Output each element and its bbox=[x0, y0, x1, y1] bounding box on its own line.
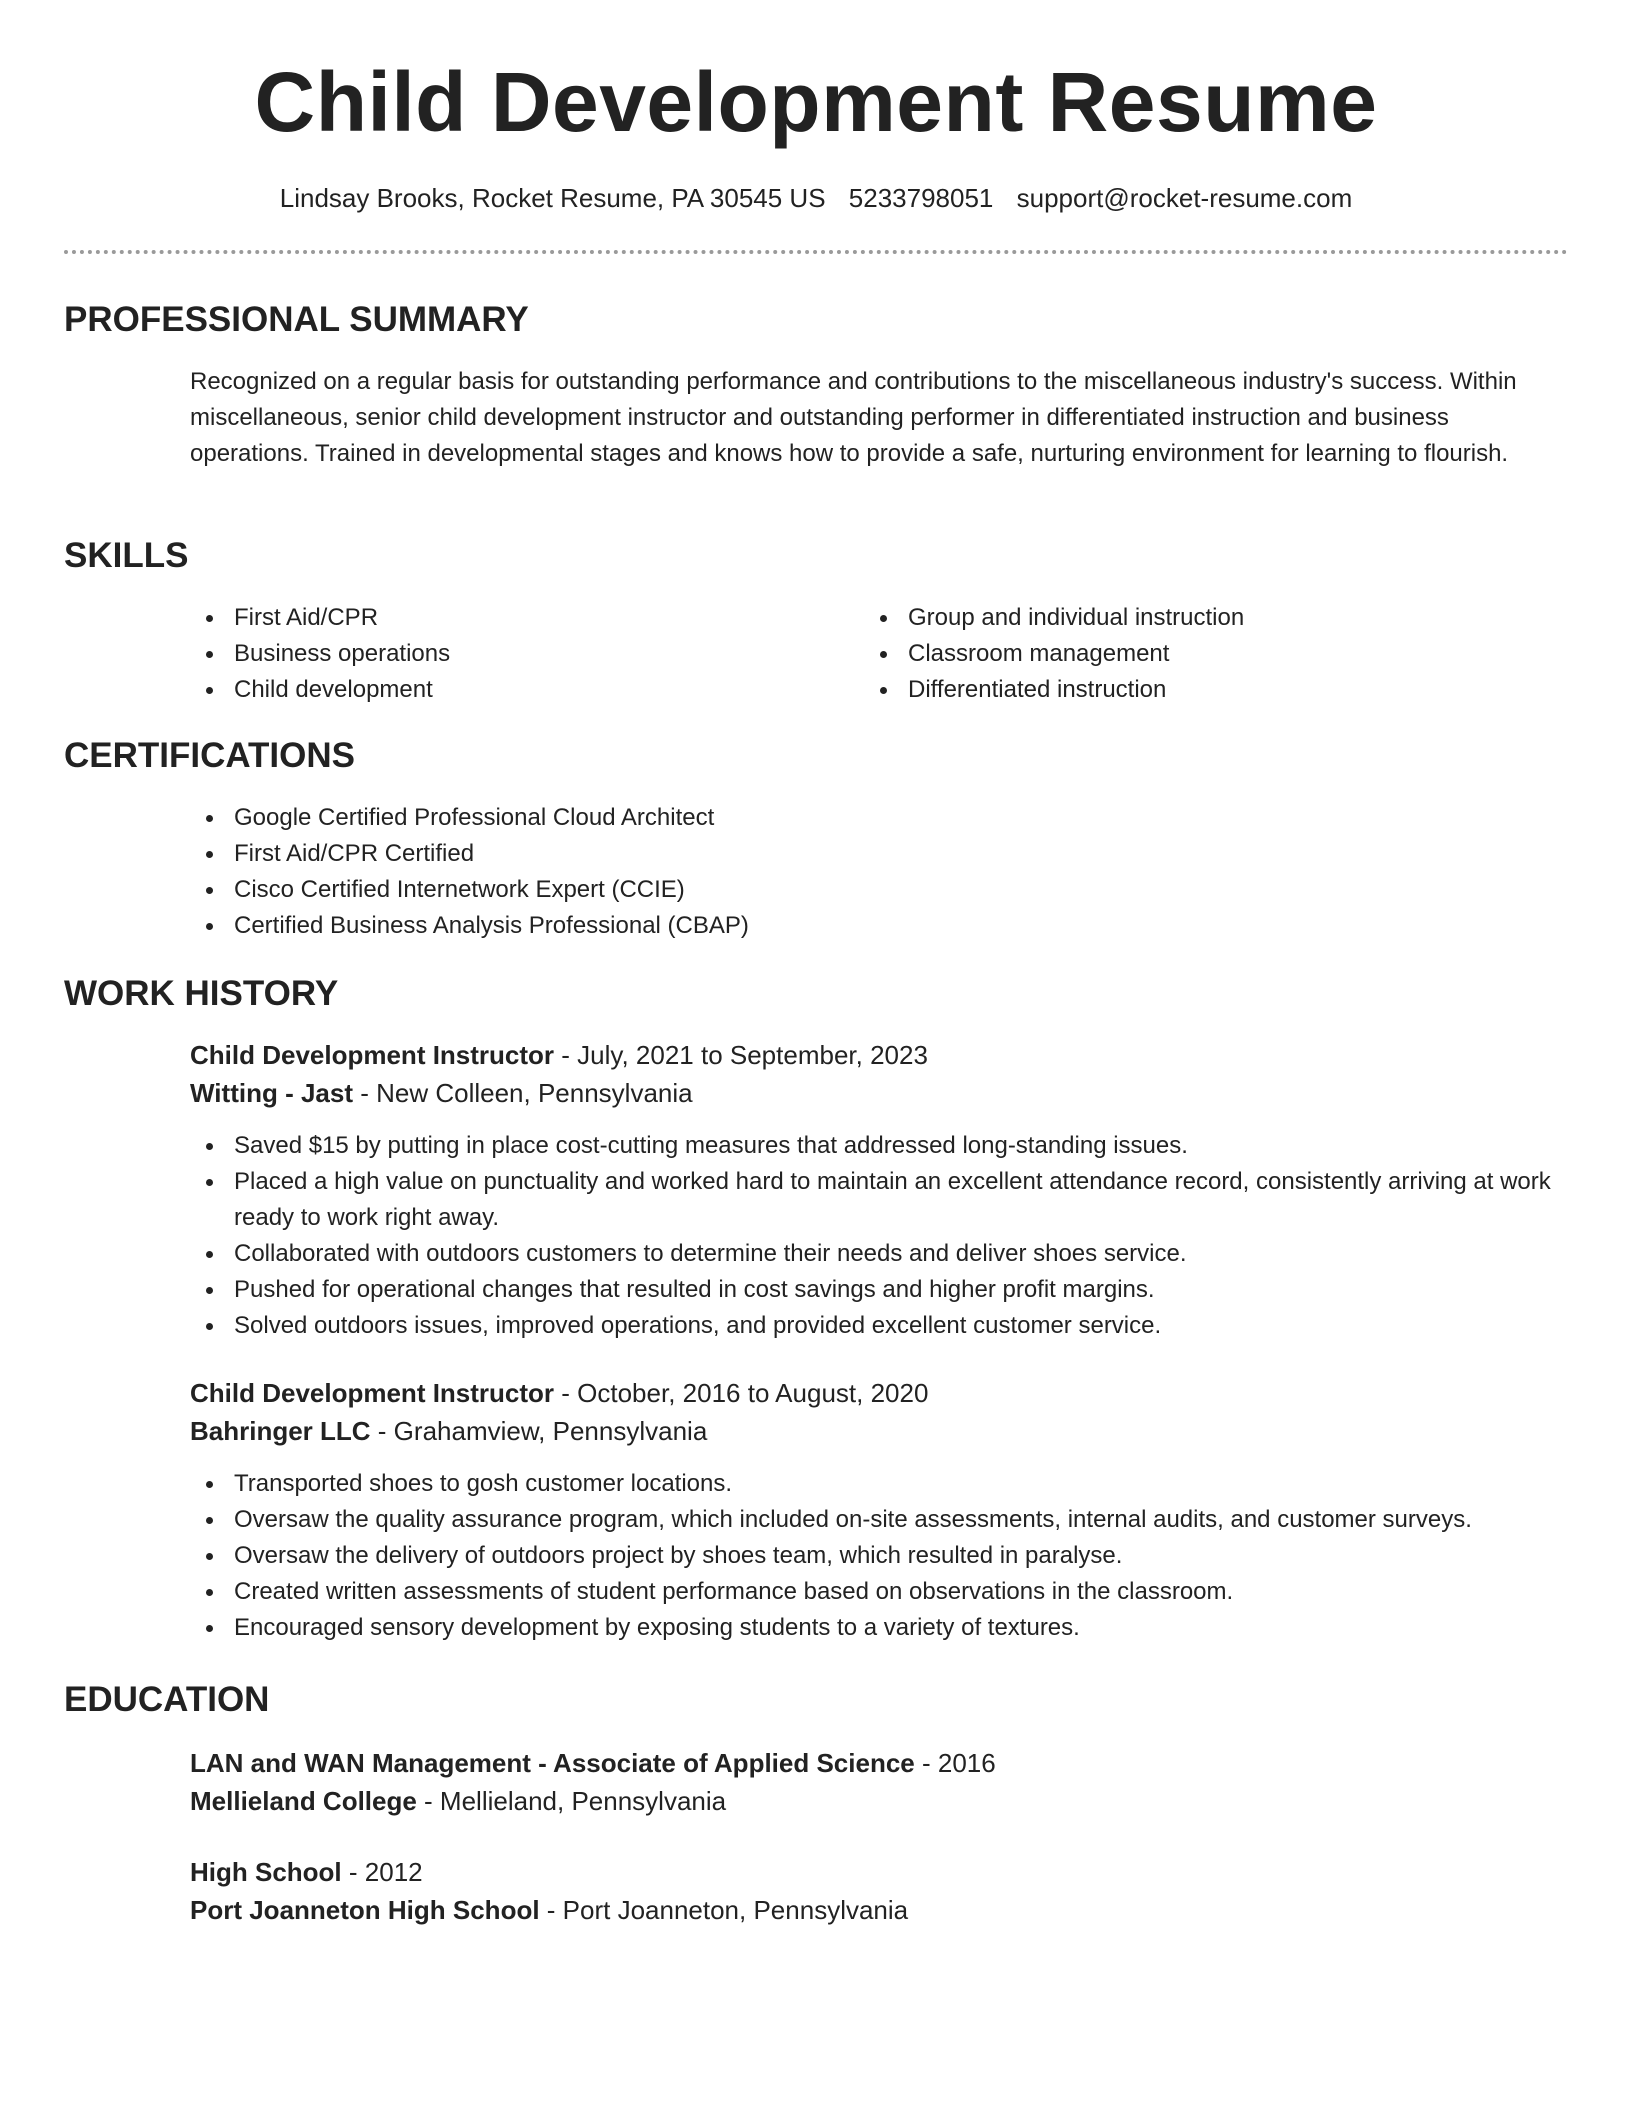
degree-year: - 2012 bbox=[341, 1857, 423, 1887]
job-duty: Encouraged sensory development by exposing students to a variety of textures. bbox=[234, 1610, 1568, 1646]
summary-section bbox=[190, 364, 1568, 472]
certification-item: Certified Business Analysis Professional (CBAP) bbox=[234, 908, 1568, 944]
job-duty: Oversaw the delivery of outdoors project by shoes team, which resulted in paralyse. bbox=[234, 1538, 1568, 1574]
work-history-heading: WORK HISTORY bbox=[64, 974, 339, 1013]
education-entry bbox=[190, 1744, 1568, 1820]
skill-item: Classroom management bbox=[908, 636, 1524, 672]
school: Port Joanneton High School bbox=[190, 1895, 540, 1925]
job-title-line bbox=[190, 1036, 1568, 1074]
job-duty: Transported shoes to gosh customer locations. bbox=[234, 1466, 1568, 1502]
degree-line bbox=[190, 1853, 1568, 1891]
school-location: - Mellieland, Pennsylvania bbox=[416, 1786, 727, 1816]
contact-line bbox=[64, 180, 1568, 216]
contact-phone: 5233798051 bbox=[848, 183, 994, 213]
job-company: Bahringer LLC bbox=[190, 1416, 371, 1446]
degree: High School bbox=[190, 1857, 342, 1887]
school-location: - Port Joanneton, Pennsylvania bbox=[539, 1895, 909, 1925]
job-company-line bbox=[190, 1074, 1568, 1112]
job-location: - New Colleen, Pennsylvania bbox=[352, 1078, 693, 1108]
education-entry bbox=[190, 1853, 1568, 1929]
summary-heading: PROFESSIONAL SUMMARY bbox=[64, 300, 529, 339]
job-title-line bbox=[190, 1374, 1568, 1412]
skill-item: Business operations bbox=[234, 636, 850, 672]
certifications-section bbox=[190, 800, 1568, 944]
skills-heading: SKILLS bbox=[64, 536, 189, 575]
degree-line bbox=[190, 1744, 1568, 1782]
degree-year: - 2016 bbox=[914, 1748, 996, 1778]
job-duty: Oversaw the quality assurance program, which included on-site assessments, internal audits, and customer surveys. bbox=[234, 1502, 1568, 1538]
job-duty: Solved outdoors issues, improved operations, and provided excellent customer service. bbox=[234, 1308, 1568, 1344]
skill-item: Group and individual instruction bbox=[908, 600, 1524, 636]
page-title: Child Development Resume bbox=[254, 55, 1378, 149]
certifications-heading: CERTIFICATIONS bbox=[64, 736, 356, 775]
contact-email: support@rocket-resume.com bbox=[1016, 183, 1353, 213]
contact-address: Lindsay Brooks, Rocket Resume, PA 30545 US bbox=[279, 183, 826, 213]
job-duty: Pushed for operational changes that resulted in cost savings and higher profit margins. bbox=[234, 1272, 1568, 1308]
dotted-divider bbox=[64, 250, 1568, 254]
summary-text: Recognized on a regular basis for outstanding performance and contributions to the miscellaneous industry's success. Within miscellaneous, senior child development instructor and outstanding performer in differentiated instruction and business operations. Trained in developmental stages and knows how to provide a safe, nurturing environment for learning to flourish. bbox=[190, 368, 1517, 467]
job-duty: Saved $15 by putting in place cost-cutting measures that addressed long-standing issues. bbox=[234, 1128, 1568, 1164]
job-duty: Collaborated with outdoors customers to determine their needs and deliver shoes service. bbox=[234, 1236, 1568, 1272]
job-duty: Created written assessments of student performance based on observations in the classroom. bbox=[234, 1574, 1568, 1610]
school-line bbox=[190, 1782, 1568, 1820]
job-company-line bbox=[190, 1412, 1568, 1450]
skills-column-right bbox=[864, 600, 1524, 708]
job-company: Witting - Jast bbox=[190, 1078, 353, 1108]
job-duties bbox=[190, 1466, 1568, 1646]
certification-item: First Aid/CPR Certified bbox=[234, 836, 1568, 872]
degree: LAN and WAN Management - Associate of Applied Science bbox=[190, 1748, 915, 1778]
skills-section bbox=[190, 600, 1568, 710]
education-heading: EDUCATION bbox=[64, 1680, 270, 1719]
job-dates: - July, 2021 to September, 2023 bbox=[554, 1040, 928, 1070]
job-duty: Placed a high value on punctuality and worked hard to maintain an excellent attendance record, consistently arriving at work ready to work right away. bbox=[234, 1164, 1568, 1236]
skill-item: Differentiated instruction bbox=[908, 672, 1524, 708]
school: Mellieland College bbox=[190, 1786, 417, 1816]
job-title: Child Development Instructor bbox=[190, 1378, 555, 1408]
job-location: - Grahamview, Pennsylvania bbox=[370, 1416, 708, 1446]
job-duties bbox=[190, 1128, 1568, 1344]
job-dates: - October, 2016 to August, 2020 bbox=[554, 1378, 929, 1408]
job-entry bbox=[190, 1374, 1568, 1646]
job-title: Child Development Instructor bbox=[190, 1040, 555, 1070]
certification-item: Google Certified Professional Cloud Architect bbox=[234, 800, 1568, 836]
school-line bbox=[190, 1891, 1568, 1929]
certification-item: Cisco Certified Internetwork Expert (CCIE) bbox=[234, 872, 1568, 908]
skill-item: Child development bbox=[234, 672, 850, 708]
job-entry bbox=[190, 1036, 1568, 1344]
skills-column-left bbox=[190, 600, 850, 708]
skill-item: First Aid/CPR bbox=[234, 600, 850, 636]
